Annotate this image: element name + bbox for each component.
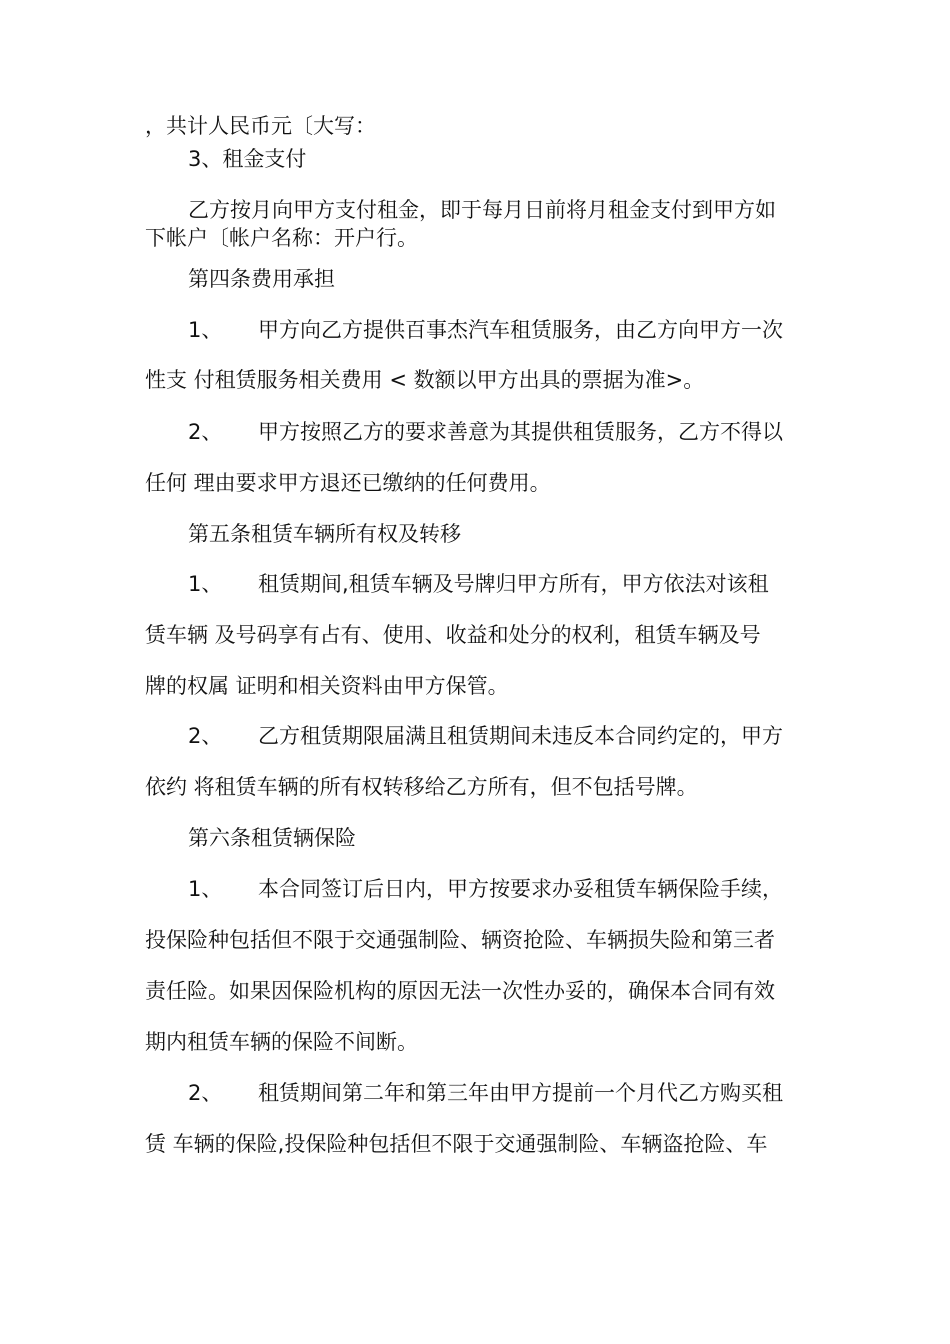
text-line: 赁车辆 及号码享有占有、使用、收益和处分的权利，租赁车辆及号: [145, 623, 761, 647]
article-heading: 第六条租赁辆保险: [188, 826, 356, 850]
item-number: 1、: [188, 572, 223, 596]
text-line: 性支 付租赁服务相关费用 < 数额以甲方出具的票据为准>。: [145, 368, 705, 392]
text-line: 依约 将租赁车辆的所有权转移给乙方所有，但不包括号牌。: [145, 775, 698, 799]
item-text: 本合同签订后日内，甲方按要求办妥租赁车辆保险手续，: [258, 877, 783, 901]
text-line: ，共计人民币元〔大写：: [145, 114, 376, 138]
list-item: [188, 722, 783, 750]
list-item: [188, 418, 783, 446]
list-item: [188, 316, 783, 344]
item-number: 1、: [188, 318, 223, 342]
list-item: [188, 1079, 783, 1107]
text-line: 任何 理由要求甲方退还已缴纳的任何费用。: [145, 471, 551, 495]
text-line: 下帐户〔帐户名称：开户行。: [145, 226, 418, 250]
item-text: 租赁期间,租赁车辆及号牌归甲方所有，甲方依法对该租: [258, 572, 769, 596]
text-line: 期内租赁车辆的保险不间断。: [145, 1030, 418, 1054]
item-number: 2、: [188, 420, 223, 444]
text-line: 赁 车辆的保险,投保险种包括但不限于交通强制险、车辆盗抢险、车: [145, 1132, 768, 1156]
item-text: 乙方租赁期限届满且租赁期间未违反本合同约定的，甲方: [258, 724, 783, 748]
item-text: 甲方向乙方提供百事杰汽车租赁服务，由乙方向甲方一次: [258, 318, 783, 342]
article-heading: 第四条费用承担: [188, 267, 335, 291]
item-number: 2、: [188, 1081, 223, 1105]
section-heading: 3、租金支付: [188, 147, 307, 171]
item-text: 租赁期间第二年和第三年由甲方提前一个月代乙方购买租: [258, 1081, 783, 1105]
item-text: 甲方按照乙方的要求善意为其提供租赁服务，乙方不得以: [258, 420, 783, 444]
item-number: 1、: [188, 877, 223, 901]
article-heading: 第五条租赁车辆所有权及转移: [188, 522, 461, 546]
item-number: 2、: [188, 724, 223, 748]
text-line: 责任险。如果因保险机构的原因无法一次性办妥的，确保本合同有效: [145, 979, 775, 1003]
text-line: 乙方按月向甲方支付租金，即于每月日前将月租金支付到甲方如: [188, 198, 776, 222]
list-item: [188, 570, 769, 598]
text-line: 投保险种包括但不限于交通强制险、辆资抢险、车辆损失险和第三者: [145, 928, 775, 952]
list-item: [188, 875, 783, 903]
text-line: 牌的权属 证明和相关资料由甲方保管。: [145, 674, 509, 698]
